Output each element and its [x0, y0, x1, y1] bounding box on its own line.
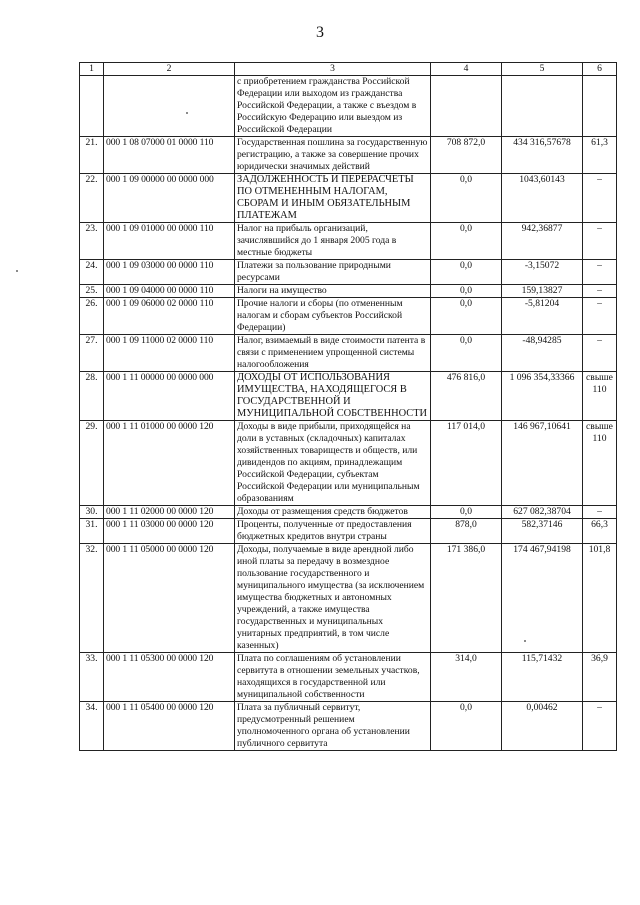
- table-row-continuation: [80, 76, 617, 137]
- code-cell: 000 1 09 06000 02 0000 110: [104, 298, 235, 335]
- name-cell: Государственная пошлина за государственную регистрацию, а также за совершение прочих юридически значимых действий: [235, 137, 431, 174]
- name-cell: Налог на прибыль организаций, зачислявшийся до 1 января 2005 года в местные бюджеты: [235, 223, 431, 260]
- table-row: [80, 298, 617, 335]
- actual-cell: 0,00462: [502, 702, 583, 751]
- actual-cell: [502, 76, 583, 137]
- code-cell: 000 1 11 01000 00 0000 120: [104, 421, 235, 506]
- code-cell: 000 1 11 00000 00 0000 000: [104, 372, 235, 421]
- name-cell: Доходы, получаемые в виде арендной либо иной платы за передачу в возмездное пользование государственного и муниципального имущества (за исключением имущества бюджетных и автономных учреждений, а также имущества государственных и муниципальных унитарных предприятий, в том числе казенных): [235, 544, 431, 653]
- percent-cell: –: [583, 174, 617, 223]
- page-number: 3: [316, 24, 324, 41]
- actual-cell: 582,37146: [502, 519, 583, 544]
- actual-cell: 115,71432: [502, 653, 583, 702]
- table-row: [80, 335, 617, 372]
- plan-cell: 0,0: [431, 223, 502, 260]
- name-cell: Плата по соглашениям об установлении сервитута в отношении земельных участков, находящихся в государственной или муниципальной собственности: [235, 653, 431, 702]
- percent-cell: –: [583, 260, 617, 285]
- table-header-row: [80, 63, 617, 76]
- plan-cell: 878,0: [431, 519, 502, 544]
- name-cell: с приобретением гражданства Российской Федерации или выходом из гражданства Российской Федерации, а также с въездом в Российскую Федерацию или выездом из Российской Федерации: [235, 76, 431, 137]
- actual-cell: 146 967,10641: [502, 421, 583, 506]
- percent-cell: –: [583, 702, 617, 751]
- column-header: 4: [431, 63, 502, 76]
- row-number-cell: 34.: [80, 702, 104, 751]
- plan-cell: 0,0: [431, 702, 502, 751]
- scan-speck: [186, 112, 188, 114]
- code-cell: [104, 76, 235, 137]
- row-number-cell: 24.: [80, 260, 104, 285]
- name-cell: Налог, взимаемый в виде стоимости патента в связи с применением упрощенной системы налогообложения: [235, 335, 431, 372]
- row-number-cell: 27.: [80, 335, 104, 372]
- code-cell: 000 1 08 07000 01 0000 110: [104, 137, 235, 174]
- table-row: [80, 653, 617, 702]
- table-row: [80, 223, 617, 260]
- table-row: [80, 421, 617, 506]
- row-number-cell: 23.: [80, 223, 104, 260]
- table-row: [80, 137, 617, 174]
- percent-cell: 101,8: [583, 544, 617, 653]
- row-number-cell: 29.: [80, 421, 104, 506]
- row-number-cell: 31.: [80, 519, 104, 544]
- code-cell: 000 1 11 05400 00 0000 120: [104, 702, 235, 751]
- percent-cell: –: [583, 335, 617, 372]
- plan-cell: 0,0: [431, 506, 502, 519]
- percent-cell: 66,3: [583, 519, 617, 544]
- row-number-cell: 22.: [80, 174, 104, 223]
- percent-cell: –: [583, 285, 617, 298]
- table-row: [80, 260, 617, 285]
- code-cell: 000 1 11 05300 00 0000 120: [104, 653, 235, 702]
- row-number-cell: [80, 76, 104, 137]
- actual-cell: -3,15072: [502, 260, 583, 285]
- plan-cell: 171 386,0: [431, 544, 502, 653]
- plan-cell: 0,0: [431, 174, 502, 223]
- table-row: [80, 702, 617, 751]
- table-row: [80, 519, 617, 544]
- percent-cell: –: [583, 506, 617, 519]
- plan-cell: 0,0: [431, 260, 502, 285]
- row-number-cell: 33.: [80, 653, 104, 702]
- code-cell: 000 1 09 01000 00 0000 110: [104, 223, 235, 260]
- actual-cell: -48,94285: [502, 335, 583, 372]
- name-cell: Доходы в виде прибыли, приходящейся на доли в уставных (складочных) капиталах хозяйственных товариществ и обществ, или дивидендов по акциям, принадлежащим Российской Федерации, субъектам Российской Федерации или муниципальным образованиям: [235, 421, 431, 506]
- row-number-cell: 32.: [80, 544, 104, 653]
- name-cell: Налоги на имущество: [235, 285, 431, 298]
- percent-cell: свыше 110: [583, 372, 617, 421]
- table-row: [80, 285, 617, 298]
- plan-cell: 314,0: [431, 653, 502, 702]
- code-cell: 000 1 11 03000 00 0000 120: [104, 519, 235, 544]
- name-cell: Проценты, полученные от предоставления бюджетных кредитов внутри страны: [235, 519, 431, 544]
- plan-cell: [431, 76, 502, 137]
- name-cell: Прочие налоги и сборы (по отмененным налогам и сборам субъектов Российской Федерации): [235, 298, 431, 335]
- name-cell: ЗАДОЛЖЕННОСТЬ И ПЕРЕРАСЧЕТЫ ПО ОТМЕНЕННЫМ НАЛОГАМ, СБОРАМ И ИНЫМ ОБЯЗАТЕЛЬНЫМ ПЛАТЕЖАМ: [235, 174, 431, 223]
- actual-cell: -5,81204: [502, 298, 583, 335]
- plan-cell: 0,0: [431, 335, 502, 372]
- scan-speck: [16, 270, 18, 272]
- percent-cell: –: [583, 298, 617, 335]
- table-row: [80, 372, 617, 421]
- code-cell: 000 1 09 03000 00 0000 110: [104, 260, 235, 285]
- plan-cell: 117 014,0: [431, 421, 502, 506]
- column-header: 2: [104, 63, 235, 76]
- percent-cell: 36,9: [583, 653, 617, 702]
- row-number-cell: 28.: [80, 372, 104, 421]
- percent-cell: [583, 76, 617, 137]
- row-number-cell: 21.: [80, 137, 104, 174]
- table-row: [80, 506, 617, 519]
- column-header: 1: [80, 63, 104, 76]
- percent-cell: свыше 110: [583, 421, 617, 506]
- actual-cell: 1 096 354,33366: [502, 372, 583, 421]
- column-header: 6: [583, 63, 617, 76]
- row-number-cell: 26.: [80, 298, 104, 335]
- row-number-cell: 30.: [80, 506, 104, 519]
- name-cell: Плата за публичный сервитут, предусмотренный решением уполномоченного органа об установлении публичного сервитута: [235, 702, 431, 751]
- actual-cell: 434 316,57678: [502, 137, 583, 174]
- actual-cell: 1043,60143: [502, 174, 583, 223]
- actual-cell: 174 467,94198: [502, 544, 583, 653]
- plan-cell: 0,0: [431, 298, 502, 335]
- code-cell: 000 1 11 05000 00 0000 120: [104, 544, 235, 653]
- code-cell: 000 1 09 00000 00 0000 000: [104, 174, 235, 223]
- table-row: [80, 174, 617, 223]
- plan-cell: 476 816,0: [431, 372, 502, 421]
- name-cell: Доходы от размещения средств бюджетов: [235, 506, 431, 519]
- code-cell: 000 1 11 02000 00 0000 120: [104, 506, 235, 519]
- column-header: 5: [502, 63, 583, 76]
- scan-speck: [524, 640, 526, 642]
- actual-cell: 627 082,38704: [502, 506, 583, 519]
- actual-cell: 942,36877: [502, 223, 583, 260]
- plan-cell: 708 872,0: [431, 137, 502, 174]
- plan-cell: 0,0: [431, 285, 502, 298]
- actual-cell: 159,13827: [502, 285, 583, 298]
- percent-cell: 61,3: [583, 137, 617, 174]
- code-cell: 000 1 09 04000 00 0000 110: [104, 285, 235, 298]
- code-cell: 000 1 09 11000 02 0000 110: [104, 335, 235, 372]
- row-number-cell: 25.: [80, 285, 104, 298]
- name-cell: Платежи за пользование природными ресурсами: [235, 260, 431, 285]
- column-header: 3: [235, 63, 431, 76]
- table-row: [80, 544, 617, 653]
- budget-table: [79, 62, 617, 751]
- name-cell: ДОХОДЫ ОТ ИСПОЛЬЗОВАНИЯ ИМУЩЕСТВА, НАХОДЯЩЕГОСЯ В ГОСУДАРСТВЕННОЙ И МУНИЦИПАЛЬНОЙ СОБСТВЕННОСТИ: [235, 372, 431, 421]
- percent-cell: –: [583, 223, 617, 260]
